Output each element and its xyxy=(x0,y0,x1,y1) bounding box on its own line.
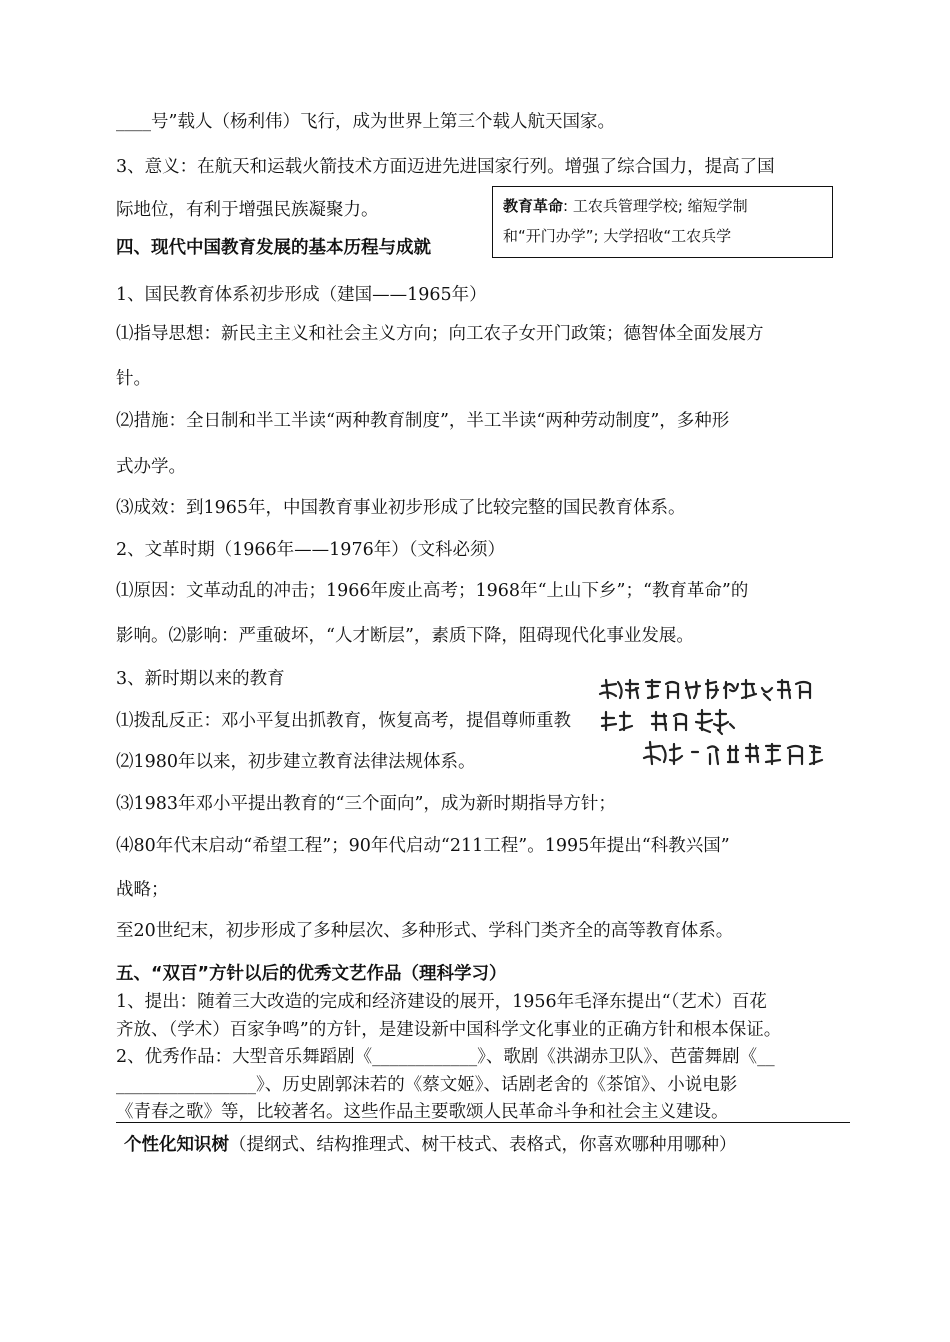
knowledge-tree-title: 个性化知识树 xyxy=(124,1135,229,1155)
text-line: 针。 xyxy=(116,369,151,389)
text-line: 1、提出：随着三大改造的完成和经济建设的展开，1956年毛泽东提出“（艺术）百花 xyxy=(116,992,767,1012)
calligraphy-inscription xyxy=(596,676,828,780)
text-line: ⑴拨乱反正：邓小平复出抓教育，恢复高考，提倡尊师重教 xyxy=(116,711,571,731)
knowledge-tree-note: （提纲式、结构推理式、树干枝式、表格式，你喜欢哪种用哪种） xyxy=(229,1135,737,1155)
text-line: ⑶成效：到1965年，中国教育事业初步形成了比较完整的国民教育体系。 xyxy=(116,498,686,518)
text-line: ⑴指导思想：新民主主义和社会主义方向；向工农子女开门政策；德智体全面发展方 xyxy=(116,324,764,344)
text-line: 至20世纪末，初步形成了多种层次、多种形式、学科门类齐全的高等教育体系。 xyxy=(116,921,734,941)
text-line: ____号”载人（杨利伟）飞行，成为世界上第三个载人航天国家。 xyxy=(116,112,615,132)
text-line: 式办学。 xyxy=(116,457,186,477)
text-line: ________________》、历史剧郭沫若的《蔡文姬》、话剧老舍的《茶馆》、小说电影 xyxy=(116,1075,738,1095)
knowledge-tree-line xyxy=(124,1133,737,1157)
section-heading: 五、“双百”方针以后的优秀文艺作品（理科学习） xyxy=(116,964,507,984)
text-line: ⑷80年代末启动“希望工程”；90年代启动“211工程”。1995年提出“科教兴国” xyxy=(116,836,730,856)
text-line: 2、文革时期（1966年——1976年）（文科必须） xyxy=(116,540,505,560)
education-revolution-box xyxy=(492,186,833,258)
text-line: ⑶1983年邓小平提出教育的“三个面向”，成为新时期指导方针； xyxy=(116,794,616,814)
text-line: 3、意义：在航天和运载火箭技术方面迈进先进国家行列。增强了综合国力，提高了国 xyxy=(116,157,775,177)
text-line: 战略； xyxy=(116,880,169,900)
section-heading: 四、现代中国教育发展的基本历程与成就 xyxy=(116,238,431,258)
text-line: 《青春之歌》等，比较著名。这些作品主要歌颂人民革命斗争和社会主义建设。 xyxy=(116,1102,729,1122)
text-line: 2、优秀作品：大型音乐舞蹈剧《____________》、歌剧《洪湖赤卫队》、芭蕾舞剧《__ xyxy=(116,1047,775,1067)
text-line: 1、国民教育体系初步形成（建国——1965年） xyxy=(116,285,487,305)
box-line-2: 和“开门办学”; 大学招收“工农兵学 xyxy=(503,227,732,245)
text-line: ⑵1980年以来，初步建立教育法律法规体系。 xyxy=(116,752,476,772)
box-line-1 xyxy=(503,191,832,221)
box-title: 教育革命 xyxy=(503,197,564,215)
text-line: 际地位，有利于增强民族凝聚力。 xyxy=(116,200,379,220)
text-line: 齐放、（学术）百家争鸣”的方针，是建设新中国科学文化事业的正确方针和根本保证。 xyxy=(116,1020,782,1040)
text-line: 影响。⑵影响：严重破坏，“人才断层”，素质下降，阻碍现代化事业发展。 xyxy=(116,626,694,646)
box-line-1-text: : 工农兵管理学校; 缩短学制 xyxy=(563,197,748,215)
text-line: ⑵措施：全日制和半工半读“两种教育制度”，半工半读“两种劳动制度”，多种形 xyxy=(116,411,730,431)
text-line: 3、新时期以来的教育 xyxy=(116,669,285,689)
text-line: ⑴原因：文革动乱的冲击；1966年废止高考；1968年“上山下乡”；“教育革命”的 xyxy=(116,581,749,601)
horizontal-rule xyxy=(116,1122,850,1123)
